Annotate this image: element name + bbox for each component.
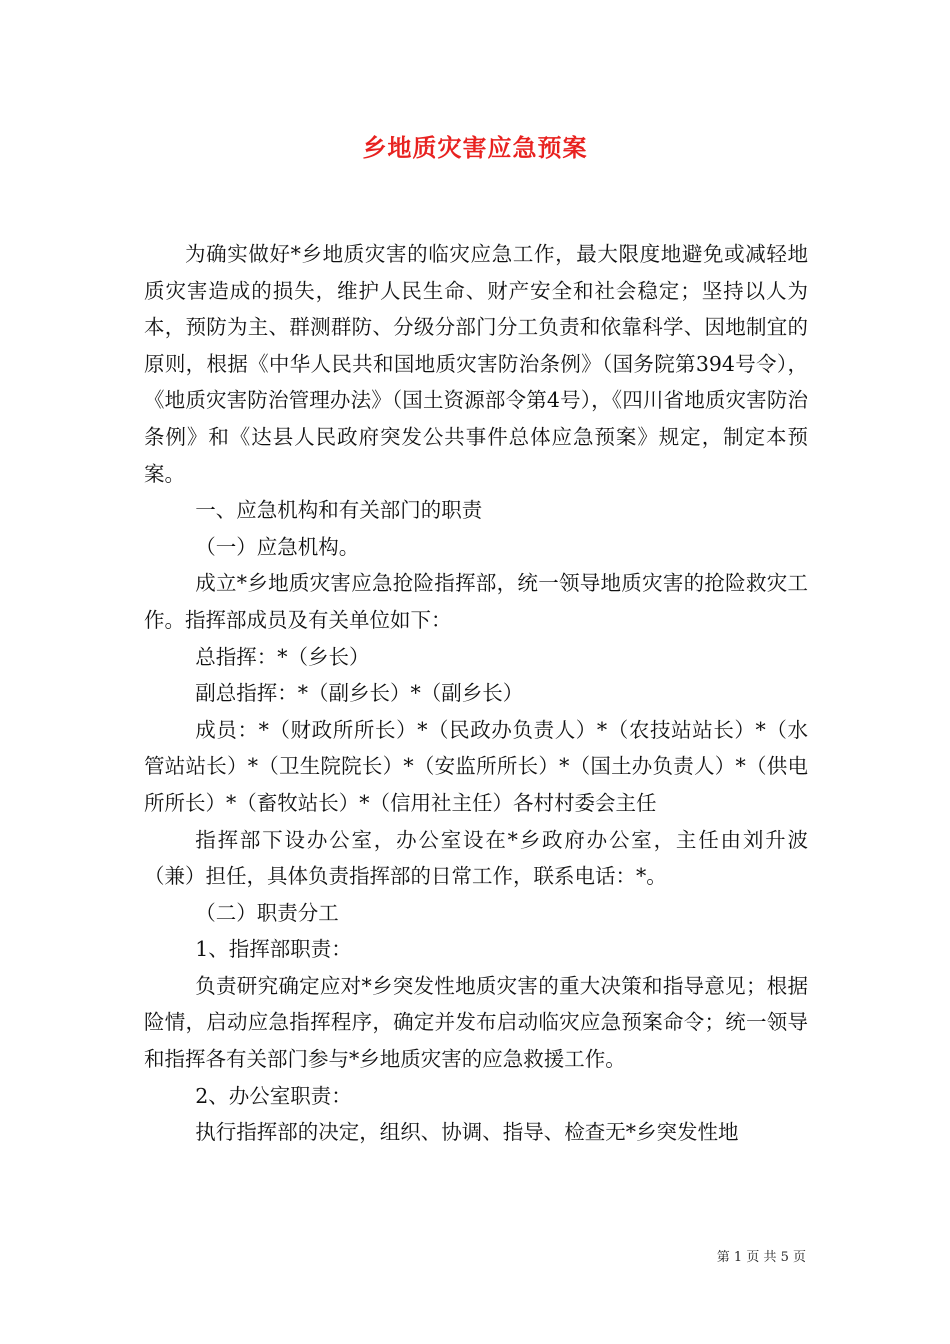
document-title: 乡地质灾害应急预案	[362, 133, 588, 162]
intro-paragraph: 为确实做好*乡地质灾害的临灾应急工作，最大限度地避免或减轻地质灾害造成的损失，维护人民生命、财产安全和社会稳定；坚持以人为本，预防为主、群测群防、分级分部门分工负责和依靠科学、因地制宜的原则，根据《中华人民共和国地质灾害防治条例》（国务院第394号令），《地质灾害防治管理办法》（国土资源部令第4号），《四川省地质灾害防治条例》和《达县人民政府突发公共事件总体应急预案》规定，制定本预案。	[144, 242, 808, 486]
body-paragraph: 成立*乡地质灾害应急抢险指挥部，统一领导地质灾害的抢险救灾工作。指挥部成员及有关单位如下：	[144, 571, 808, 632]
subsection-heading-1: （一）应急机构。	[195, 534, 360, 559]
body-paragraph: 指挥部下设办公室，办公室设在*乡政府办公室，主任由刘升波（兼）担任，具体负责指挥部的日常工作，联系电话：*。	[144, 827, 808, 889]
document-body	[144, 236, 808, 1151]
item-heading-1: 1、指挥部职责：	[195, 937, 352, 962]
list-item-commander: 总指挥：*（乡长）	[195, 644, 370, 669]
list-item-deputy: 副总指挥：*（副乡长）*（副乡长）	[195, 681, 524, 706]
body-paragraph: 负责研究确定应对*乡突发性地质灾害的重大决策和指导意见；根据险情，启动应急指挥程序，确定并发布启动临灾应急预案命令；统一领导和指挥各有关部门参与*乡地质灾害的应急救援工作。	[144, 973, 808, 1072]
subsection-heading-2: （二）职责分工	[195, 900, 339, 925]
section-heading-1: 一、应急机构和有关部门的职责	[195, 498, 483, 523]
page-number: 第 1 页 共 5 页	[716, 1250, 806, 1265]
list-item-members: 成员：*（财政所所长）*（民政办负责人）*（农技站站长）*（水管站站长）*（卫生院院长）*（安监所所长）*（国土办负责人）*（供电所所长）*（畜牧站长）*（信用社主任）各村村委会主任	[144, 717, 808, 815]
item-heading-2: 2、办公室职责：	[195, 1083, 352, 1108]
body-paragraph: 执行指挥部的决定，组织、协调、指导、检查无*乡突发性地	[195, 1120, 739, 1145]
